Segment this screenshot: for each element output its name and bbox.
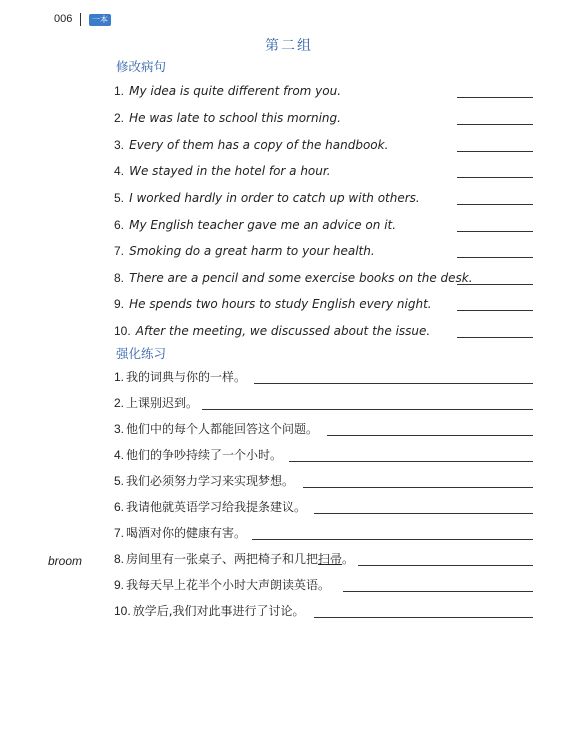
item-text: We stayed in the hotel for a hour. [129,164,331,178]
correction-item-2 [114,107,341,127]
item-number: 3. [114,422,125,436]
item-number: 4. [114,164,125,178]
header-divider [80,13,81,26]
practice-item-3 [114,419,533,439]
practice-item-10 [114,601,533,621]
item-text-end: 。 [342,552,355,566]
item-text: 我请他就英语学习给我提条建议。 [126,500,307,514]
practice-item-4 [114,445,533,465]
section-heading-practice: 强化练习 [116,346,167,361]
item-text: 喝酒对你的健康有害。 [126,526,247,540]
item-text: 我的词典与你的一样。 [126,370,247,384]
item-number: 2. [114,396,125,410]
answer-line-5[interactable] [303,486,533,488]
item-number: 1. [114,370,125,384]
item-number: 1. [114,84,125,98]
item-number: 7. [114,244,125,258]
correction-item-5 [114,187,420,207]
item-text: 放学后,我们对此事进行了讨论。 [132,604,305,618]
correction-item-6 [114,214,396,234]
item-text: 他们的争吵持续了一个小时。 [126,448,283,462]
answer-blank-9[interactable] [457,309,533,311]
correction-item-9 [114,293,432,313]
answer-blank-10[interactable] [457,336,533,338]
practice-item-7 [114,523,533,543]
item-text: 我每天早上花半个小时大声朗读英语。 [126,578,331,592]
item-number: 3. [114,138,125,152]
answer-blank-3[interactable] [457,150,533,152]
item-number: 7. [114,526,125,540]
practice-item-5 [114,471,533,491]
correction-item-1 [114,80,341,100]
answer-blank-5[interactable] [457,203,533,205]
correction-item-8 [114,267,473,287]
item-number: 6. [114,500,125,514]
answer-line-1[interactable] [254,382,533,384]
answer-line-3[interactable] [327,434,533,436]
answer-line-9[interactable] [343,590,533,592]
item-number: 10. [114,604,131,618]
item-number: 8. [114,552,125,566]
answer-line-6[interactable] [314,512,533,514]
practice-item-6 [114,497,533,517]
book-logo-badge: 一本 [89,14,111,26]
item-text: I worked hardly in order to catch up with others. [129,191,420,205]
correction-item-4 [114,160,331,180]
item-number: 9. [114,578,125,592]
item-number: 5. [114,191,125,205]
item-number: 8. [114,271,125,285]
answer-line-7[interactable] [252,538,533,540]
item-text: 他们中的每个人都能回答这个问题。 [126,422,319,436]
correction-item-3 [114,134,388,154]
item-number: 2. [114,111,125,125]
page-title: 第二组 [265,38,313,54]
answer-line-8[interactable] [358,564,533,566]
answer-line-4[interactable] [289,460,533,462]
item-text: 我们必须努力学习来实现梦想。 [126,474,295,488]
answer-blank-4[interactable] [457,176,533,178]
practice-item-8 [114,549,533,569]
item-number: 10. [114,324,131,338]
item-number: 6. [114,218,125,232]
practice-item-1 [114,367,533,387]
answer-blank-7[interactable] [457,256,533,258]
item-text: 上课别迟到。 [126,396,199,410]
page-number: 006 [54,13,73,25]
underlined-word: 扫帚 [318,552,343,566]
item-text: Every of them has a copy of the handbook. [129,138,389,152]
item-text: After the meeting, we discussed about the issue. [135,324,431,338]
item-text: My English teacher gave me an advice on it. [129,218,397,232]
handwritten-margin-note: broom [48,554,83,568]
item-text: He was late to school this morning. [129,111,341,125]
item-text: He spends two hours to study English every night. [129,297,432,311]
item-text: My idea is quite different from you. [129,84,342,98]
item-text: There are a pencil and some exercise books on the desk. [129,271,473,285]
practice-item-9 [114,575,533,595]
item-number: 5. [114,474,125,488]
answer-blank-6[interactable] [457,230,533,232]
item-text: 房间里有一张桌子、两把椅子和几把 [126,552,319,566]
item-number: 4. [114,448,125,462]
section-heading-correction: 修改病句 [116,59,167,74]
answer-blank-1[interactable] [457,96,533,98]
correction-item-10 [114,320,430,340]
answer-blank-2[interactable] [457,123,533,125]
item-number: 9. [114,297,125,311]
answer-line-10[interactable] [314,616,533,618]
answer-line-2[interactable] [202,408,533,410]
item-text: Smoking do a great harm to your health. [129,244,375,258]
answer-blank-8[interactable] [457,283,533,285]
correction-item-7 [114,240,375,260]
practice-item-2 [114,393,533,413]
